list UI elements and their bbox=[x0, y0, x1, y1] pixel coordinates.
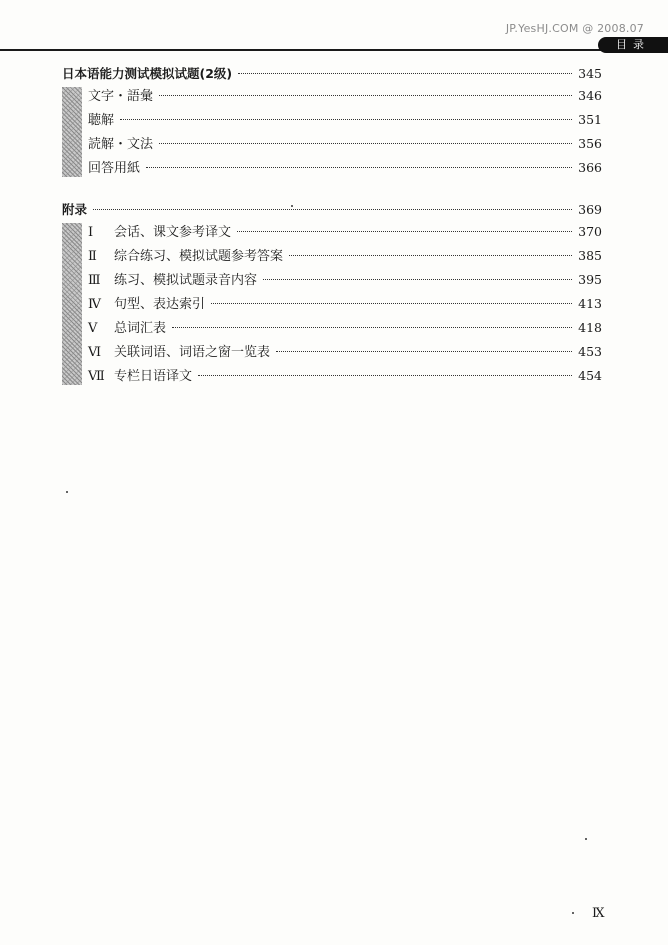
dot-leader bbox=[93, 208, 572, 210]
toc-heading: 日本语能力测试模拟试题(2级) bbox=[62, 66, 233, 81]
dot-leader bbox=[263, 278, 572, 280]
toc-page-number: 453 bbox=[578, 344, 602, 359]
toc-entry-label: 综合练习、模拟试题参考答案 bbox=[114, 249, 284, 264]
scan-speck bbox=[66, 491, 68, 493]
roman-numeral: Ⅵ bbox=[88, 345, 102, 360]
toc-page-number: 418 bbox=[578, 320, 602, 335]
toc-page-number: 385 bbox=[578, 248, 602, 263]
roman-numeral: Ⅲ bbox=[88, 273, 101, 288]
dot-leader bbox=[238, 72, 572, 74]
toc-heading-row[interactable] bbox=[62, 200, 602, 220]
dot-leader bbox=[289, 254, 572, 256]
roman-numeral: Ⅴ bbox=[88, 321, 98, 336]
toc-entry-label: 会话、课文参考译文 bbox=[114, 225, 232, 240]
chapter-tab: 目录 bbox=[598, 37, 668, 53]
toc-entry-label: 回答用紙 bbox=[88, 161, 141, 176]
toc-entry[interactable] bbox=[88, 108, 602, 132]
toc-entry-label: 読解・文法 bbox=[88, 137, 154, 152]
toc-section-mock-test bbox=[62, 64, 602, 180]
toc-entry-list bbox=[62, 84, 602, 180]
roman-numeral: Ⅰ bbox=[88, 225, 94, 240]
toc-entry[interactable] bbox=[88, 220, 602, 244]
toc-page-number: 346 bbox=[578, 88, 602, 103]
scan-speck bbox=[291, 205, 293, 207]
dot-leader bbox=[120, 118, 572, 120]
toc-entry-label: 练习、模拟试题录音内容 bbox=[114, 273, 258, 288]
dot-leader bbox=[146, 166, 572, 168]
toc-entry[interactable] bbox=[88, 84, 602, 108]
toc-entry-label: 句型、表达索引 bbox=[114, 297, 206, 312]
header-rule bbox=[0, 49, 668, 51]
toc-page-number: 395 bbox=[578, 272, 602, 287]
toc-entry[interactable] bbox=[88, 268, 602, 292]
toc-heading: 附录 bbox=[62, 202, 88, 217]
toc-entry[interactable] bbox=[88, 244, 602, 268]
toc-page-number: 369 bbox=[578, 202, 602, 217]
roman-numeral: Ⅱ bbox=[88, 249, 97, 264]
toc-entry-label: 总词汇表 bbox=[114, 321, 167, 336]
hatch-pattern-bar bbox=[62, 87, 82, 177]
toc-entry[interactable] bbox=[88, 340, 602, 364]
toc-heading-row[interactable] bbox=[62, 64, 602, 84]
toc-page-number: 356 bbox=[578, 136, 602, 151]
toc-entry[interactable] bbox=[88, 156, 602, 180]
watermark-text: JP.YesHJ.COM @ 2008.07 bbox=[505, 22, 644, 35]
toc-section-appendix bbox=[62, 200, 602, 388]
roman-numeral: Ⅶ bbox=[88, 369, 105, 384]
toc-page-number: 345 bbox=[578, 66, 602, 81]
toc-page-number: 370 bbox=[578, 224, 602, 239]
toc-entry-label: 聴解 bbox=[88, 113, 115, 128]
toc-entry[interactable] bbox=[88, 132, 602, 156]
dot-leader bbox=[276, 350, 572, 352]
scan-speck bbox=[572, 912, 574, 914]
toc-entry[interactable] bbox=[88, 292, 602, 316]
dot-leader bbox=[159, 94, 572, 96]
toc-entry-label: 文字・語彙 bbox=[88, 89, 154, 104]
toc-entry[interactable] bbox=[88, 316, 602, 340]
dot-leader bbox=[211, 302, 572, 304]
dot-leader bbox=[159, 142, 572, 144]
toc-entry-list bbox=[62, 220, 602, 388]
toc-page-number: 413 bbox=[578, 296, 602, 311]
toc-entry-label: 专栏日语译文 bbox=[114, 369, 193, 384]
page-number: Ⅸ bbox=[592, 906, 605, 921]
dot-leader bbox=[172, 326, 572, 328]
hatch-pattern-bar bbox=[62, 223, 82, 385]
toc-page-number: 454 bbox=[578, 368, 602, 383]
toc-entry[interactable] bbox=[88, 364, 602, 388]
dot-leader bbox=[198, 374, 572, 376]
dot-leader bbox=[237, 230, 572, 232]
scan-speck bbox=[585, 838, 587, 840]
roman-numeral: Ⅳ bbox=[88, 297, 101, 312]
toc-entry-label: 关联词语、词语之窗一览表 bbox=[114, 345, 271, 360]
toc-page-number: 366 bbox=[578, 160, 602, 175]
toc-page-number: 351 bbox=[578, 112, 602, 127]
